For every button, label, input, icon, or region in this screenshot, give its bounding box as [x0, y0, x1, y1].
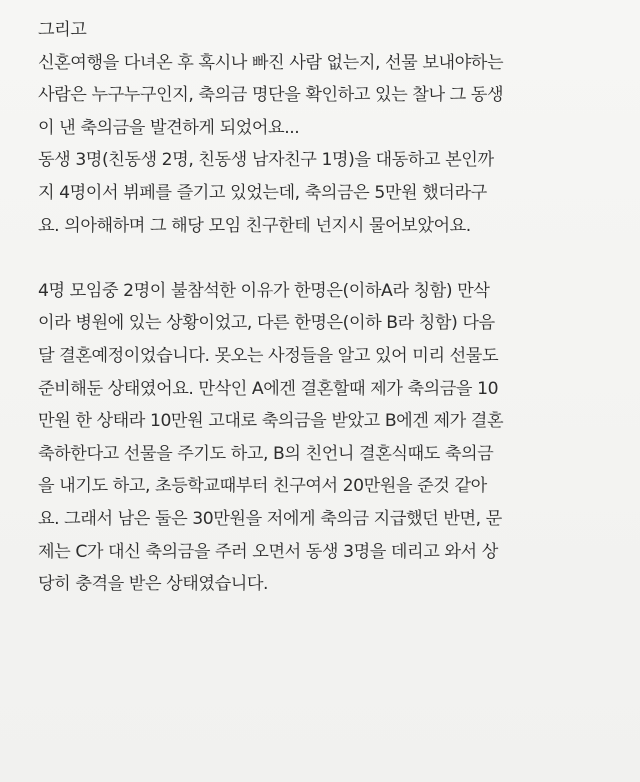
text-line: 만원 한 상태라 10만원 고대로 축의금을 받았고 B에겐 제가 결혼 — [38, 411, 504, 432]
text-line: 지 4명이서 뷔페를 즐기고 있었는데, 축의금은 5만원 했더라구 — [38, 182, 487, 203]
text-line: 준비해둔 상태였어요. 만삭인 A에겐 결혼할때 제가 축의금을 10 — [38, 378, 499, 399]
text-line: 요. 의아해하며 그 해당 모임 친구한테 넌지시 물어보았어요. — [38, 215, 471, 236]
text-line: 이 낸 축의금을 발견하게 되었어요... — [38, 117, 300, 138]
paragraph-gap — [38, 242, 620, 275]
text-line: 사람은 누구누구인지, 축의금 명단을 확인하고 있는 찰나 그 동생 — [38, 85, 504, 106]
paragraph-2 — [38, 275, 620, 601]
text-line: 축하한다고 선물을 주기도 하고, B의 친언니 결혼식때도 축의금 — [38, 443, 494, 464]
text-line: 신혼여행을 다녀온 후 혹시나 빠진 사람 없는지, 선물 보내야하는 — [38, 52, 504, 73]
text-line: 동생 3명(친동생 2명, 친동생 남자친구 1명)을 대동하고 본인까 — [38, 150, 494, 171]
text-line: 요. 그래서 남은 둘은 30만원을 저에게 축의금 지급했던 반면, 문 — [38, 508, 502, 529]
text-line: 4명 모임중 2명이 불참석한 이유가 한명은(이하A라 칭함) 만삭 — [38, 280, 490, 301]
text-line: 이라 병원에 있는 상황이었고, 다른 한명은(이하 B라 칭함) 다음 — [38, 313, 495, 334]
text-line: 을 내기도 하고, 초등학교때부터 친구여서 20만원을 준것 같아 — [38, 476, 487, 497]
text-line: 제는 C가 대신 축의금을 주러 오면서 동생 3명을 데리고 와서 상 — [38, 541, 498, 562]
paragraph-1 — [38, 14, 620, 242]
text-line: 달 결혼예정이었습니다. 못오는 사정들을 알고 있어 미리 선물도 — [38, 345, 499, 366]
text-line: 당히 충격을 받은 상태였습니다. — [38, 574, 269, 595]
text-line: 그리고 — [38, 20, 87, 40]
